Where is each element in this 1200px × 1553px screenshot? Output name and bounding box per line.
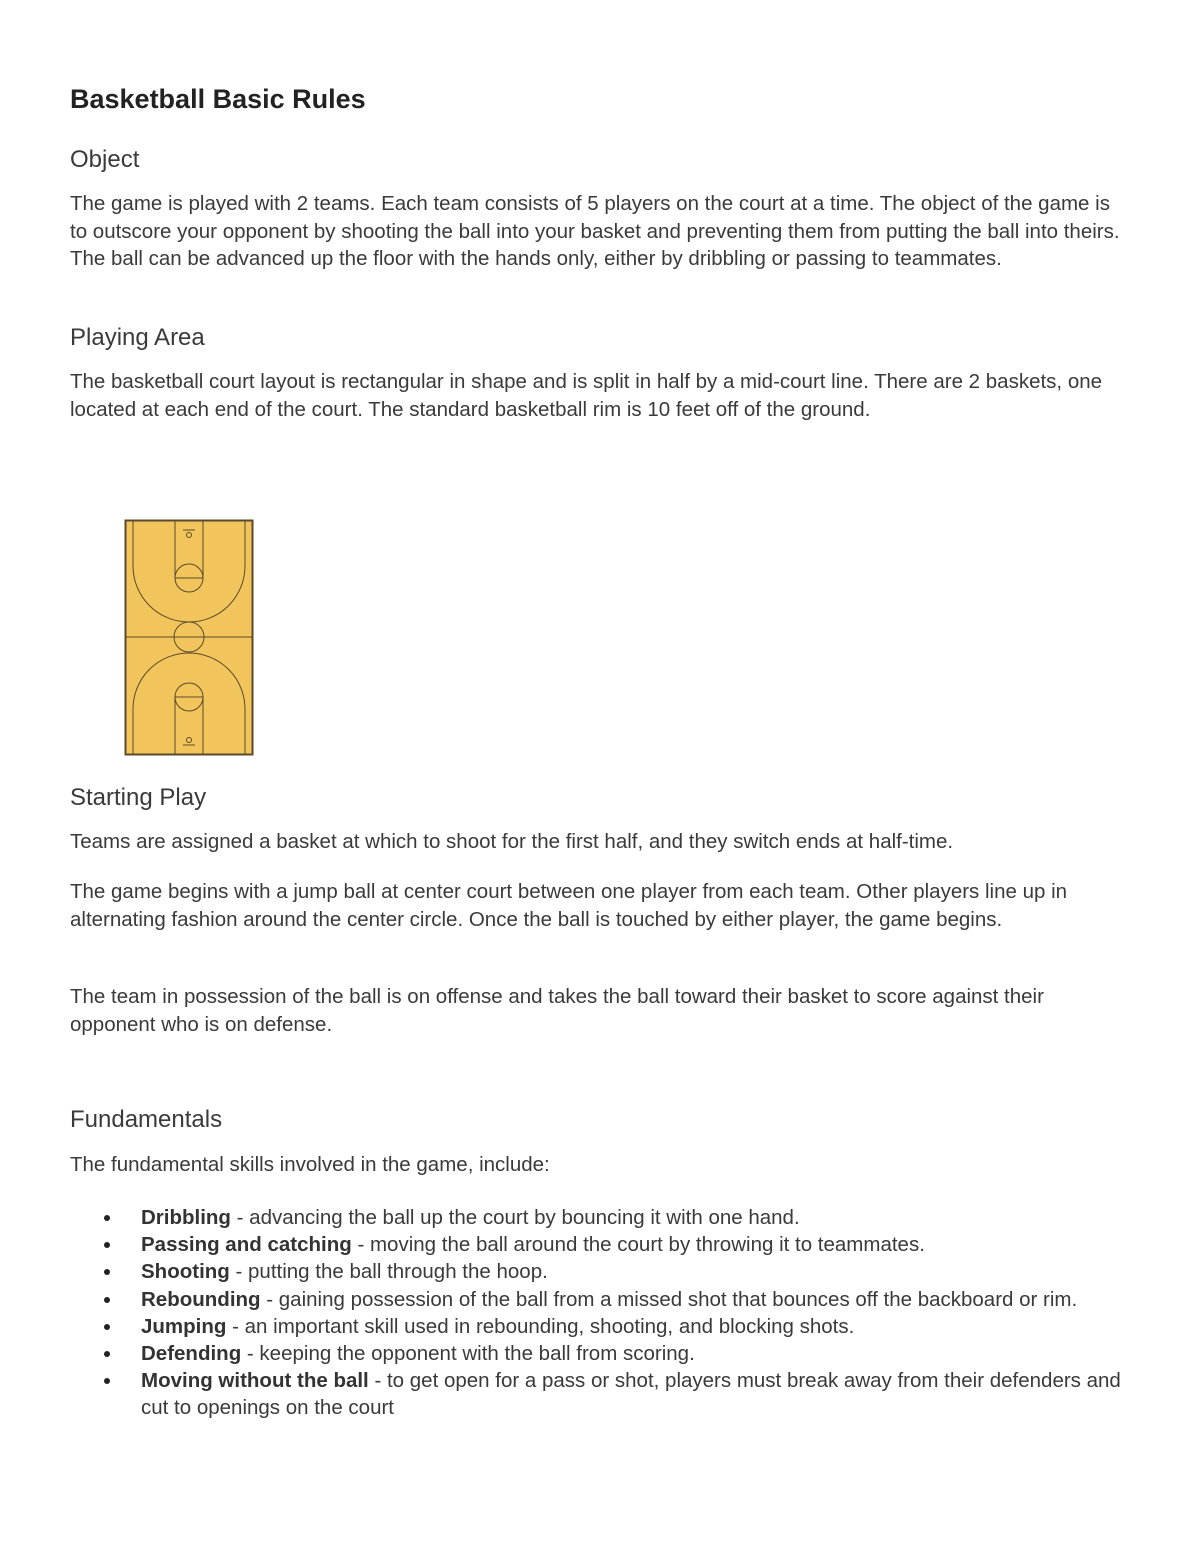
bullet-icon (104, 1242, 110, 1248)
starting-play-paragraph-1: Teams are assigned a basket at which to shoot for the first half, and they switch ends at half-time. (70, 830, 954, 853)
bullet-icon (104, 1324, 110, 1330)
section-heading-object: Object (70, 146, 140, 173)
basketball-court-diagram (124, 519, 254, 756)
skill-description: - putting the ball through the hoop. (229, 1260, 548, 1284)
bullet-icon (104, 1351, 110, 1357)
skill-term: Dribbling (141, 1206, 231, 1229)
skill-description: - to get open for a pass or shot, players must break away from their defenders and cut to openings on the court (141, 1369, 1121, 1420)
section-heading-fundamentals: Fundamentals (70, 1106, 223, 1133)
list-item (70, 1286, 1130, 1313)
list-item (70, 1340, 1130, 1367)
bullet-icon (104, 1215, 110, 1221)
document-title: Basketball Basic Rules (70, 84, 366, 114)
playing-area-paragraph: The basketball court layout is rectangular in shape and is split in half by a mid-court line. There are 2 baskets, one located at each end of the court. The standard basketball rim is 10 feet off of the ground. (70, 370, 1103, 421)
skill-term: Passing and catching (141, 1233, 352, 1257)
list-item (70, 1231, 1130, 1258)
skill-description: - advancing the ball up the court by bouncing it with one hand. (230, 1206, 800, 1229)
skill-term: Defending (141, 1342, 242, 1366)
section-heading-playing-area: Playing Area (70, 324, 205, 351)
list-item (70, 1204, 1130, 1231)
section-heading-starting-play: Starting Play (70, 784, 207, 811)
skill-term: Moving without the ball (141, 1369, 369, 1393)
skill-term: Shooting (141, 1260, 230, 1284)
skill-description: - keeping the opponent with the ball from scoring. (241, 1342, 695, 1366)
list-item (70, 1258, 1130, 1285)
list-item (70, 1367, 1130, 1421)
fundamentals-intro: The fundamental skills involved in the game, include: (70, 1153, 550, 1176)
skill-term: Rebounding (141, 1287, 261, 1311)
skill-description: - moving the ball around the court by throwing it to teammates. (351, 1233, 925, 1257)
list-item (70, 1313, 1130, 1340)
skill-description: - an important skill used in rebounding, shooting, and blocking shots. (226, 1314, 855, 1338)
bullet-icon (104, 1269, 110, 1275)
skill-description: - gaining possession of the ball from a missed shot that bounces off the backboard or rim. (260, 1287, 1078, 1311)
skill-term: Jumping (141, 1314, 227, 1338)
starting-play-paragraph-2: The game begins with a jump ball at center court between one player from each team. Other players line up in alternating fashion around the center circle. Once the ball is touched by either player, the game begins. (70, 880, 1068, 931)
object-paragraph: The game is played with 2 teams. Each team consists of 5 players on the court at a time. The object of the game is to outscore your opponent by shooting the ball into your basket and preventing them from putting the ball into theirs. The ball can be advanced up the floor with the hands only, either by dribbling or passing to teammates. (70, 192, 1120, 270)
starting-play-paragraph-3: The team in possession of the ball is on offense and takes the ball toward their basket to score against their opponent who is on defense. (70, 985, 1044, 1036)
bullet-icon (104, 1378, 110, 1384)
bullet-icon (104, 1297, 110, 1303)
fundamentals-list (70, 1204, 1130, 1422)
